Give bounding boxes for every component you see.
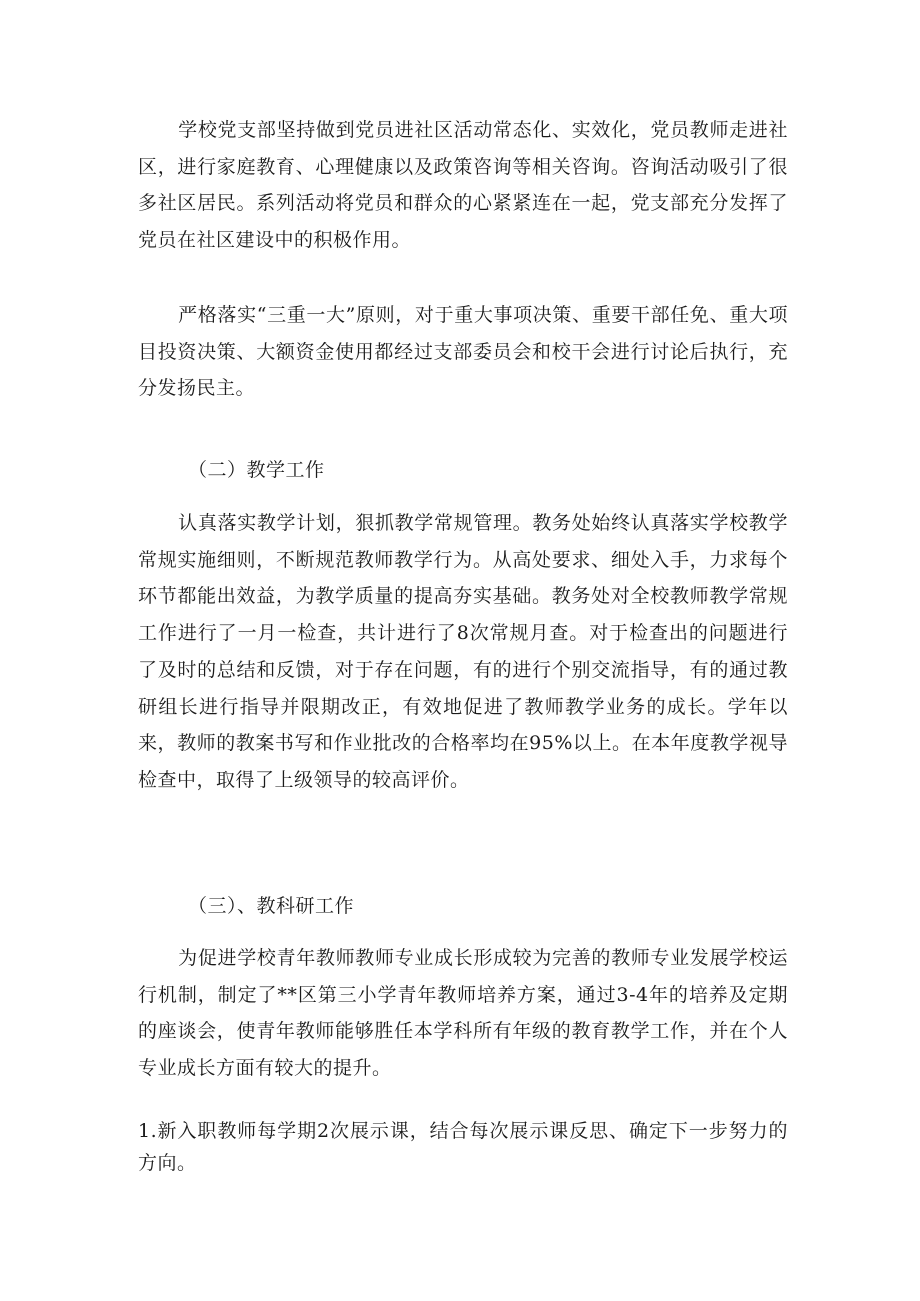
paragraph-text: 严格落实“三重一大”原则，对于重大事项决策、重要干部任免、重大项目投资决策、大额资金使用都经过支部委员会和校干会进行讨论后执行，充分发扬民主。 (138, 304, 788, 400)
heading-teaching-work: （二）教学工作 (188, 459, 325, 481)
paragraph-young-teachers (138, 940, 788, 1087)
paragraph-text: 学校党支部坚持做到党员进社区活动常态化、实效化，党员教师走进社区，进行家庭教育、心理健康以及政策咨询等相关咨询。咨询活动吸引了很多社区居民。系列活动将党员和群众的心紧紧连在一起，党支部充分发挥了党员在社区建设中的积极作用。 (138, 119, 788, 252)
paragraph-teaching-plan (138, 505, 788, 799)
paragraph-party-community (138, 112, 788, 259)
list-item-text: 1.新入职教师每学期2次展示课，结合每次展示课反思、确定下一步努力的方向。 (138, 1120, 788, 1174)
heading-research-work: （三）、教科研工作 (188, 895, 355, 917)
paragraph-text: 为促进学校青年教师教师专业成长形成较为完善的教师专业发展学校运行机制，制定了**区第三小学青年教师培养方案，通过3-4年的培养及定期的座谈会，使青年教师能够胜任本学科所有年级的教育教学工作，并在个人专业成长方面有较大的提升。 (138, 947, 788, 1080)
paragraph-text: 认真落实教学计划，狠抓教学常规管理。教务处始终认真落实学校教学常规实施细则，不断规范教师教学行为。从高处要求、细处入手，力求每个环节都能出效益，为教学质量的提高夯实基础。教务处对全校教师教学常规工作进行了一月一检查，共计进行了8次常规月查。对于检查出的问题进行了及时的总结和反馈，对于存在问题，有的进行个别交流指导，有的通过教研组长进行指导并限期改正，有效地促进了教师教学业务的成长。学年以来，教师的教案书写和作业批改的合格率均在95%以上。在本年度教学视导检查中，取得了上级领导的较高评价。 (138, 512, 788, 791)
list-item-new-teachers (138, 1115, 788, 1179)
paragraph-three-important (138, 297, 788, 407)
